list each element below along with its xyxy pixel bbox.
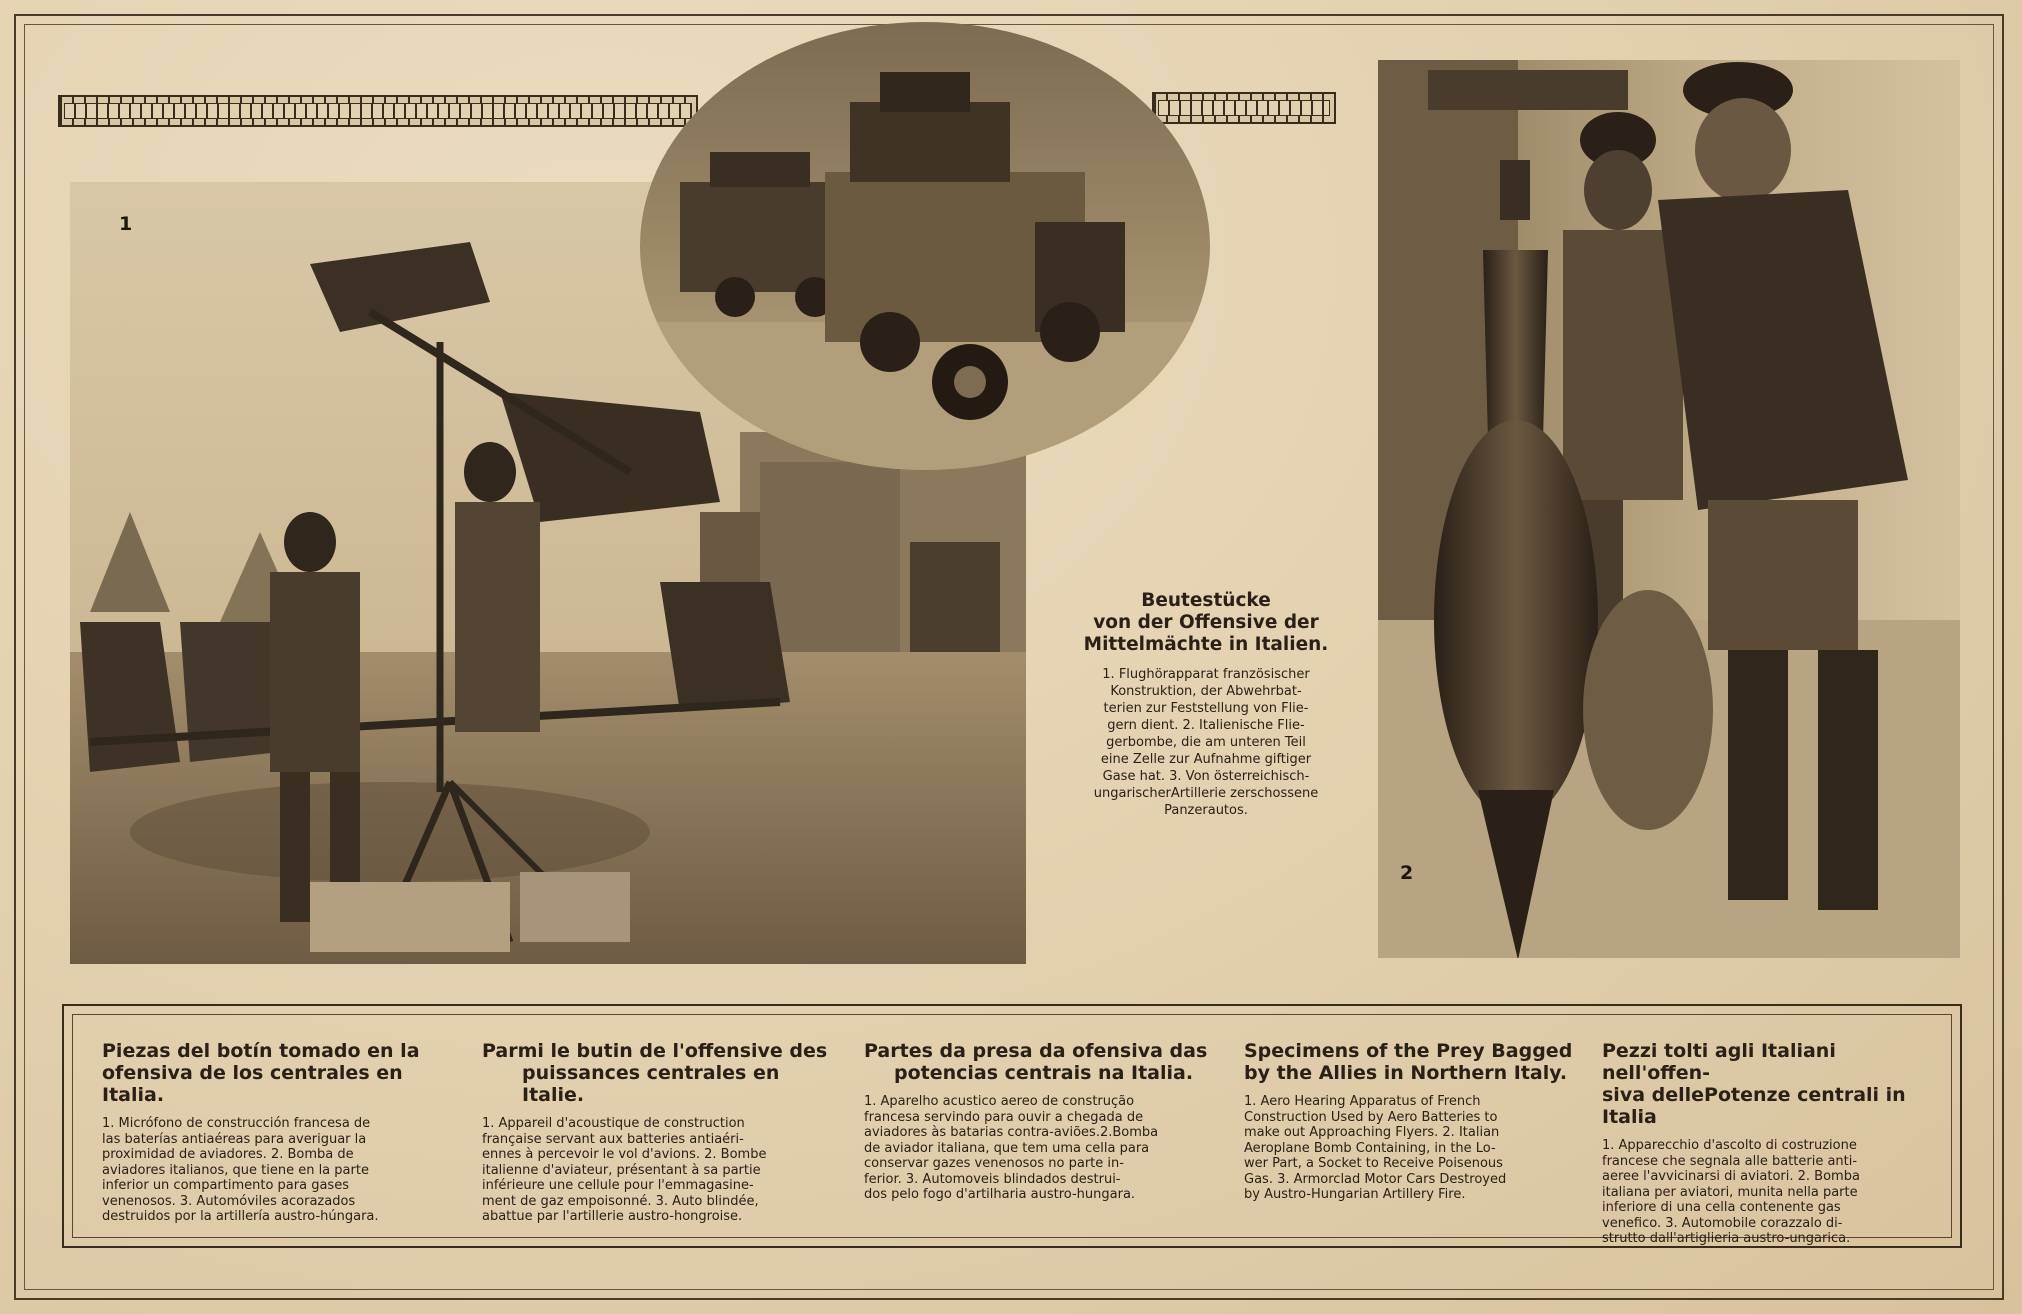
center-body-line: gerbombe, die am unteren Teil xyxy=(1106,735,1306,750)
center-title-line: Mittelmächte in Italien. xyxy=(1083,634,1329,655)
heading-line: puissances centrales en Italie. xyxy=(522,1062,780,1106)
center-body-line: terien zur Feststellung von Flie- xyxy=(1103,701,1309,716)
caption-text xyxy=(102,1116,452,1225)
text-line: 1. Aero Hearing Apparatus of French xyxy=(1244,1094,1481,1109)
caption-english xyxy=(1244,1040,1574,1203)
photo-aeroplane-bomb xyxy=(1378,60,1960,958)
text-line: aviadores italianos, que tiene en la parte xyxy=(102,1162,369,1178)
caption-text xyxy=(1244,1094,1574,1203)
center-caption xyxy=(1062,590,1350,819)
caption-text xyxy=(482,1116,832,1225)
text-line: make out Approaching Flyers. 2. Italian xyxy=(1244,1125,1500,1140)
center-body-line: eine Zelle zur Aufnahme giftiger xyxy=(1100,752,1312,767)
text-line: italiana per aviatori, munita nella parte xyxy=(1602,1184,1858,1200)
text-line: venefico. 3. Automobile corazzalo di- xyxy=(1602,1215,1843,1231)
caption-heading xyxy=(102,1040,452,1106)
caption-heading xyxy=(482,1040,832,1106)
caption-italian xyxy=(1602,1040,1932,1247)
text-line: strutto dall'artiglieria austro-ungarica. xyxy=(1602,1231,1851,1246)
caption-french xyxy=(482,1040,832,1225)
photo-armored-cars xyxy=(640,22,1210,470)
caption-text xyxy=(864,1094,1214,1203)
text-line: aviadores às batarias contra-aviões.2.Bomba xyxy=(864,1125,1159,1140)
heading-line: potencias centrais na Italia. xyxy=(894,1062,1194,1084)
text-line: las baterías antiaéreas para averiguar la xyxy=(102,1131,367,1147)
text-line: inférieure une cellule pour l'emmagasine- xyxy=(482,1178,754,1193)
center-title-line: von der Offensive der xyxy=(1093,612,1319,633)
caption-text xyxy=(1602,1138,1932,1247)
caption-heading xyxy=(1244,1040,1574,1084)
text-line: inferior un compartimento para gases xyxy=(102,1178,349,1193)
text-line: Aeroplane Bomb Containing, in the Lo- xyxy=(1244,1140,1496,1156)
text-line: venenosos. 3. Automóviles acorazados xyxy=(102,1193,356,1209)
text-line: ment de gaz empoisonné. 3. Auto blindée, xyxy=(482,1193,759,1209)
text-line: dos pelo fogo d'artilharia austro-hungara. xyxy=(864,1187,1136,1202)
caption-portuguese xyxy=(864,1040,1214,1203)
heading-line: Specimens of the Prey Bagged xyxy=(1244,1040,1573,1062)
heading-line: Piezas del botín tomado en la xyxy=(102,1040,420,1062)
center-caption-body xyxy=(1062,666,1350,819)
text-line: 1. Apparecchio d'ascolto di costruzione xyxy=(1602,1138,1857,1153)
text-line: italienne d'aviateur, présentant à sa partie xyxy=(482,1162,761,1178)
text-line: ferior. 3. Automoveis blindados destrui- xyxy=(864,1171,1121,1187)
caption-spanish xyxy=(102,1040,452,1225)
heading-line: siva dellePotenze centrali in Italia xyxy=(1602,1084,1906,1128)
center-body-line: ungarischerArtillerie zerschossene xyxy=(1093,786,1319,801)
text-line: Construction Used by Aero Batteries to xyxy=(1244,1109,1498,1125)
text-line: 1. Aparelho acustico aereo de construção xyxy=(864,1094,1135,1109)
center-body-line: Panzerautos. xyxy=(1164,803,1248,818)
heading-line: ofensiva de los centrales en Italia. xyxy=(102,1062,403,1106)
text-line: inferiore di una cella contenente gas xyxy=(1602,1200,1841,1215)
heading-line: Parmi le butin de l'offensive des xyxy=(482,1040,828,1062)
center-body-line: Gase hat. 3. Von österreichisch- xyxy=(1102,769,1310,784)
photo-number-2: 2 xyxy=(1400,862,1414,884)
text-line: francesa servindo para ouvir a chegada de xyxy=(864,1109,1144,1125)
center-body-line: 1. Flughörapparat französischer xyxy=(1102,667,1310,682)
ornament-band-left xyxy=(58,95,698,127)
text-line: abattue par l'artillerie austro-hongroise. xyxy=(482,1209,743,1224)
text-line: française servant aux batteries antiaéri- xyxy=(482,1131,744,1147)
text-line: by Austro-Hungarian Artillery Fire. xyxy=(1244,1187,1466,1202)
text-line: destruidos por la artillería austro-húngara. xyxy=(102,1209,379,1224)
text-line: aeree l'avvicinarsi di aviatori. 2. Bomba xyxy=(1602,1169,1860,1184)
text-line: 1. Appareil d'acoustique de construction xyxy=(482,1116,745,1131)
heading-line: Partes da presa da ofensiva das xyxy=(864,1040,1208,1062)
photo-number-1: 1 xyxy=(119,213,133,235)
text-line: francese che segnala alle batterie anti- xyxy=(1602,1153,1858,1169)
heading-line: Pezzi tolti agli Italiani nell'offen- xyxy=(1602,1040,1836,1084)
text-line: Gas. 3. Armorclad Motor Cars Destroyed xyxy=(1244,1171,1507,1187)
text-line: proximidad de aviadores. 2. Bomba de xyxy=(102,1147,354,1162)
caption-heading xyxy=(864,1040,1214,1084)
heading-line: by the Allies in Northern Italy. xyxy=(1244,1062,1568,1084)
text-line: wer Part, a Socket to Receive Poisenous xyxy=(1244,1156,1503,1171)
caption-box xyxy=(62,1004,1962,1248)
ornament-band-right xyxy=(1152,92,1336,124)
text-line: de aviador italiana, que tem uma cella para xyxy=(864,1140,1150,1156)
caption-heading xyxy=(1602,1040,1932,1128)
center-body-line: gern dient. 2. Italienische Flie- xyxy=(1107,718,1305,733)
text-line: ennes à percevoir le vol d'avions. 2. Bombe xyxy=(482,1147,767,1162)
center-caption-title xyxy=(1062,590,1350,656)
center-body-line: Konstruktion, der Abwehrbat- xyxy=(1110,684,1302,699)
text-line: conservar gazes venenosos no parte in- xyxy=(864,1156,1124,1171)
text-line: 1. Micrófono de construcción francesa de xyxy=(102,1116,371,1131)
center-title-line: Beutestücke xyxy=(1141,590,1271,611)
